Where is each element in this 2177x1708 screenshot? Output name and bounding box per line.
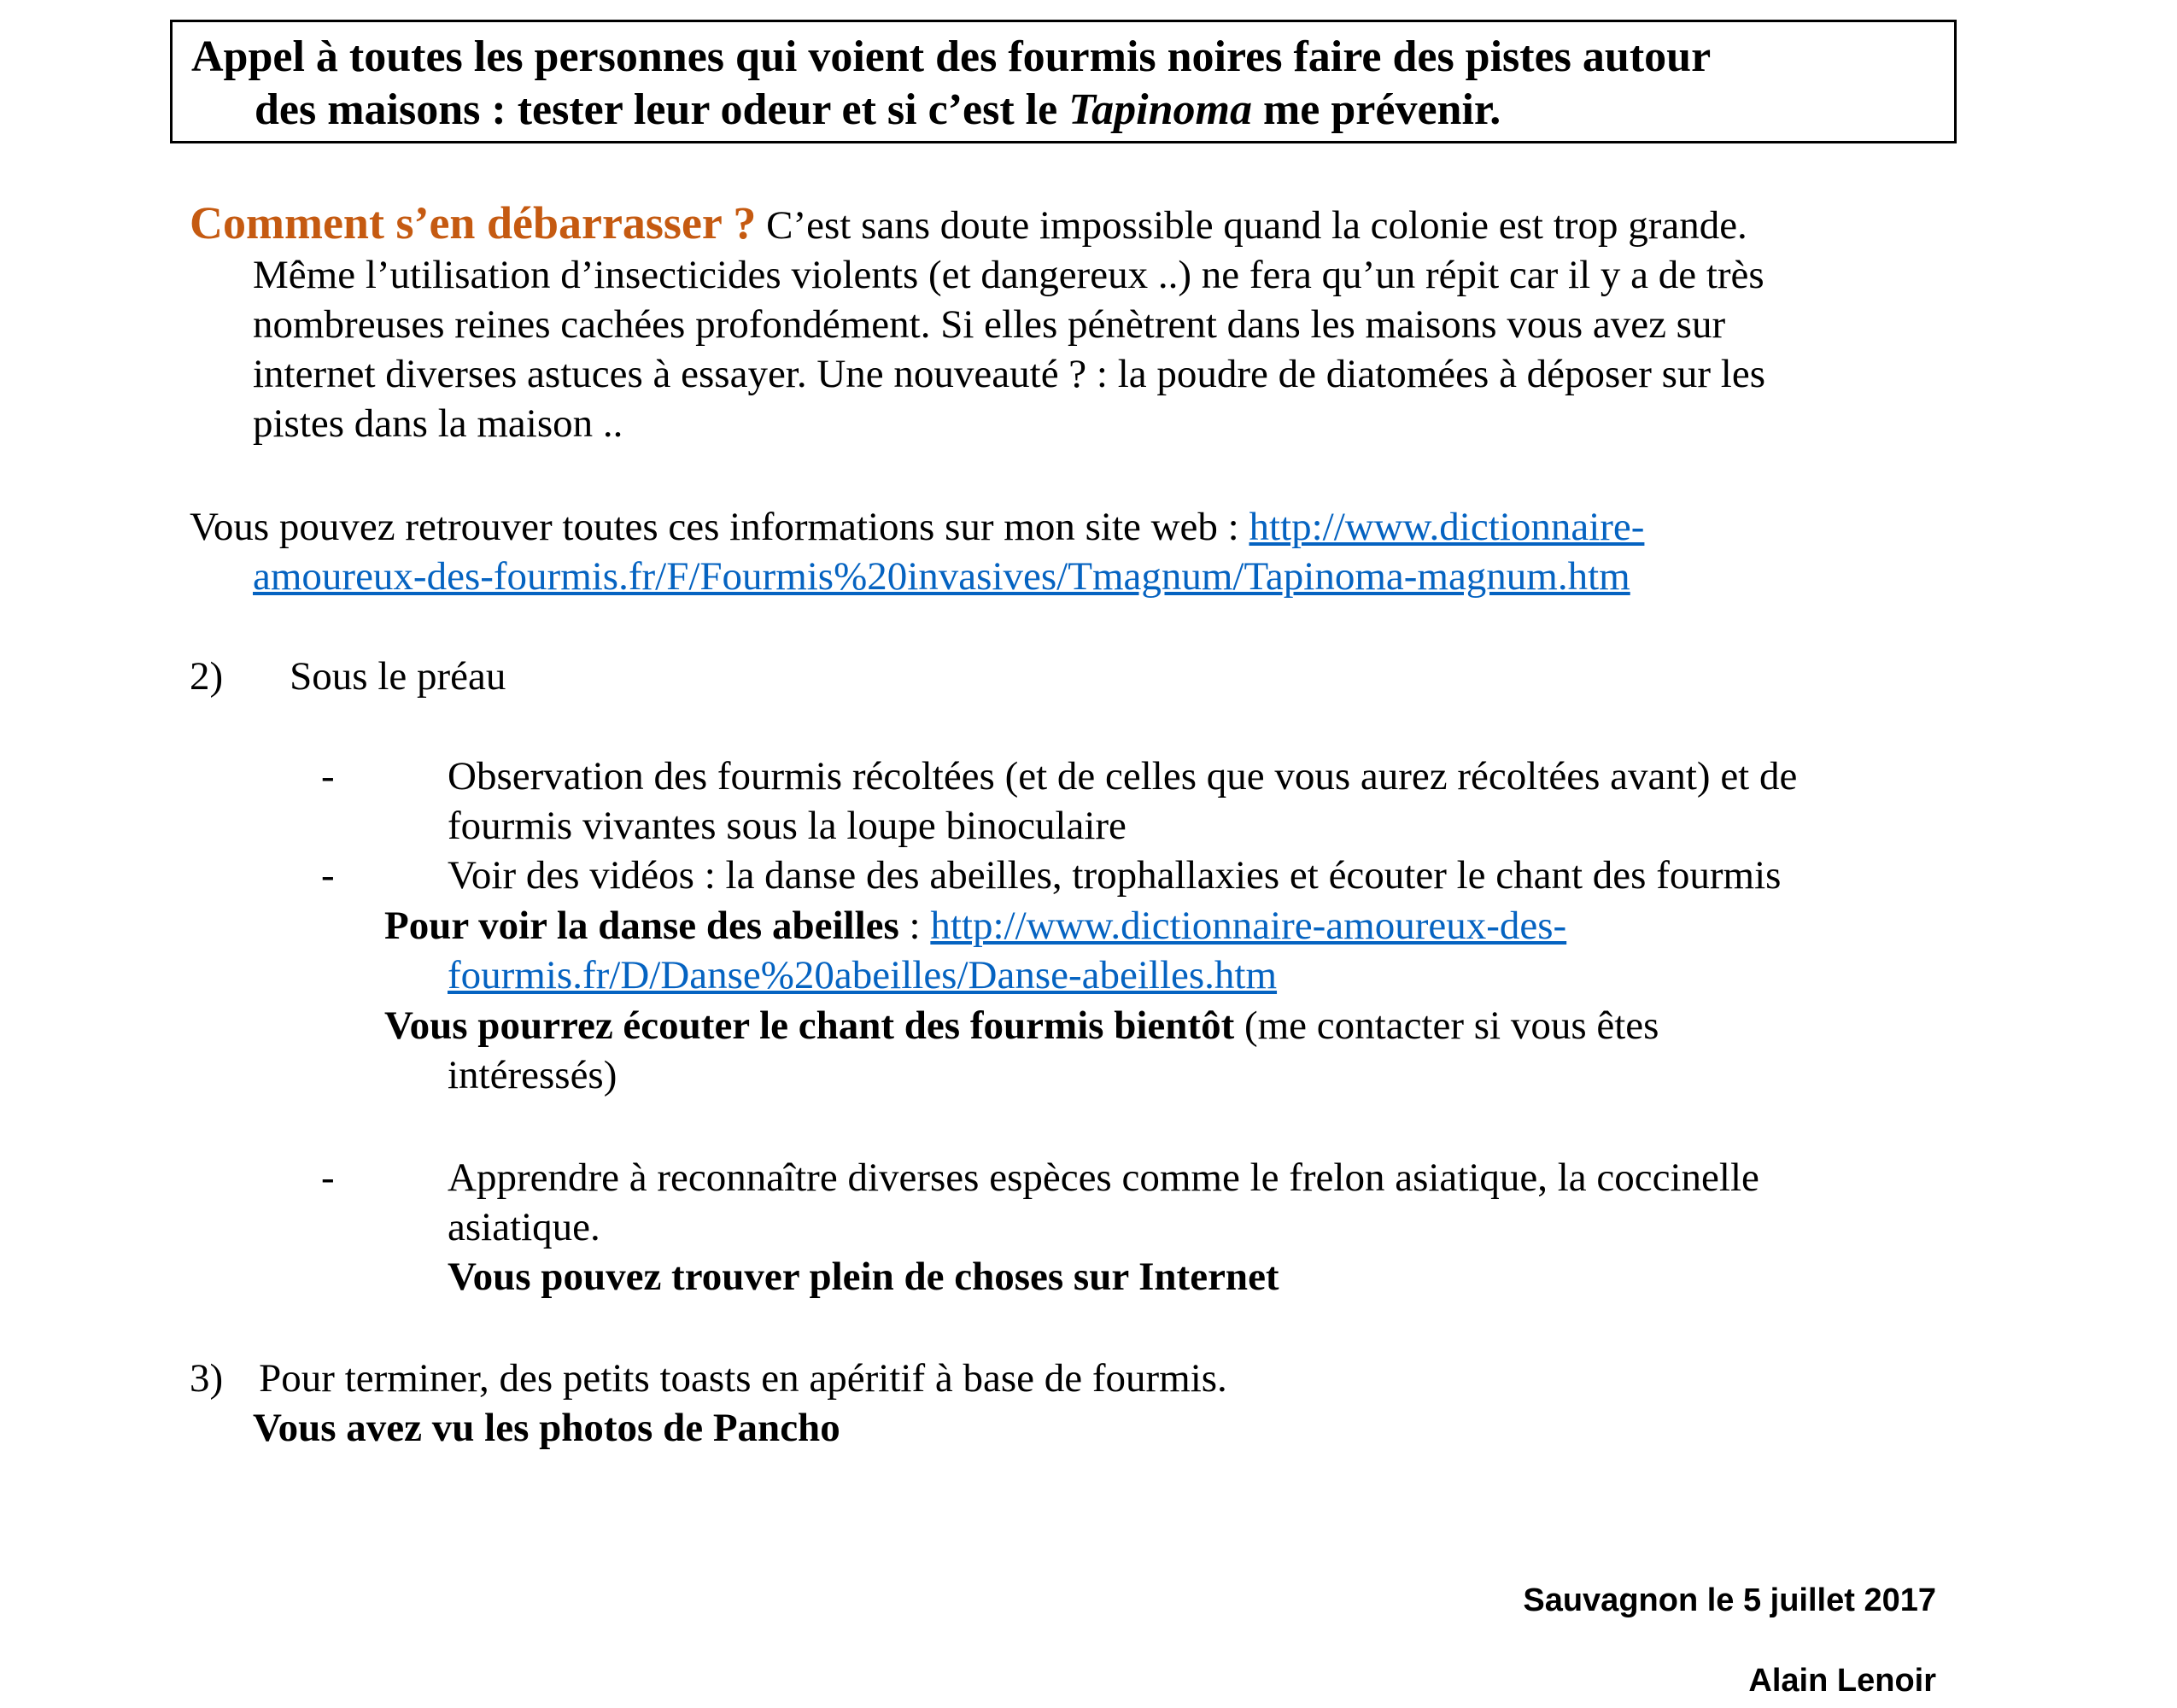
section2-heading — [190, 652, 506, 701]
section3-text: Pour terminer, des petits toasts en apéritif à base de fourmis. — [259, 1356, 1227, 1401]
bees-separator: : — [898, 904, 931, 948]
callout-line1: Appel à toutes les personnes qui voient des fourmis noires faire des pistes autour — [191, 32, 1712, 81]
bullet-item-3 — [321, 1153, 1759, 1301]
site-intro: Vous pouvez retrouver toutes ces informations sur mon site web : — [190, 505, 1249, 549]
site-link-part1[interactable]: http://www.dictionnaire- — [1249, 505, 1645, 549]
bullet-dash-2: - — [321, 853, 335, 898]
removal-line5: pistes dans la maison .. — [253, 401, 623, 446]
removal-heading: Comment s’en débarrasser ? — [190, 197, 757, 249]
removal-line3: nombreuses reines cachées profondément. Si elles pénètrent dans les maisons vous avez sur — [253, 302, 1726, 347]
item2-text: Voir des vidéos : la danse des abeilles, trophallaxies et écouter le chant des fourmis — [448, 853, 1782, 898]
item3-line2: asiatique. — [448, 1205, 600, 1249]
song-rest2: intéressés) — [448, 1053, 617, 1097]
site-paragraph — [190, 502, 1644, 601]
callout-species-name: Tapinoma — [1068, 85, 1252, 134]
song-bold: Vous pourrez écouter le chant des fourmis bientôt — [384, 1003, 1235, 1048]
callout-line2b: me prévenir. — [1251, 85, 1501, 134]
bullet-dash-1: - — [321, 754, 335, 798]
removal-line2: Même l’utilisation d’insecticides violents (et dangereux ..) ne fera qu’un répit car il y a de très — [253, 253, 1764, 297]
internet-note: Vous pouvez trouver plein de choses sur Internet — [448, 1255, 1279, 1299]
removal-line1: C’est sans doute impossible quand la colonie est trop grande. — [756, 203, 1747, 248]
callout-box — [170, 20, 1957, 143]
site-link-part2[interactable]: amoureux-des-fourmis.fr/F/Fourmis%20invasives/Tmagnum/Tapinoma-magnum.htm — [253, 554, 1630, 599]
bullet-item-1 — [321, 752, 1798, 851]
removal-paragraph — [190, 198, 1765, 448]
section2-number: 2) — [190, 654, 224, 699]
song-rest1: (me contacter si vous êtes — [1234, 1003, 1659, 1048]
bees-link-part1[interactable]: http://www.dictionnaire-amoureux-des- — [930, 904, 1567, 948]
section3-note: Vous avez vu les photos de Pancho — [253, 1406, 840, 1450]
signature-place-date: Sauvagnon le 5 juillet 2017 — [1523, 1582, 1936, 1618]
bees-link-part2[interactable]: fourmis.fr/D/Danse%20abeilles/Danse-abeilles.htm — [448, 953, 1278, 997]
section3-paragraph — [190, 1354, 1227, 1453]
bullet-dash-3: - — [321, 1155, 335, 1200]
callout-line2a: des maisons : tester leur odeur et si c’est le — [255, 85, 1069, 134]
item3-line1: Apprendre à reconnaître diverses espèces comme le frelon asiatique, la coccinelle — [448, 1155, 1759, 1200]
signature-author: Alain Lenoir — [1748, 1663, 1936, 1699]
bees-paragraph — [384, 901, 1566, 1000]
section2-title: Sous le préau — [290, 654, 506, 699]
item1-line1: Observation des fourmis récoltées (et de celles que vous aurez récoltées avant) et de — [448, 754, 1798, 798]
bees-label: Pour voir la danse des abeilles — [384, 904, 899, 948]
removal-line4: internet diverses astuces à essayer. Une nouveauté ? : la poudre de diatomées à déposer sur les — [253, 352, 1765, 396]
song-paragraph — [384, 1001, 1659, 1100]
bullet-item-2 — [321, 851, 1782, 900]
callout-text — [191, 31, 1711, 137]
section3-number: 3) — [190, 1356, 224, 1401]
item1-line2: fourmis vivantes sous la loupe binoculaire — [448, 804, 1127, 848]
